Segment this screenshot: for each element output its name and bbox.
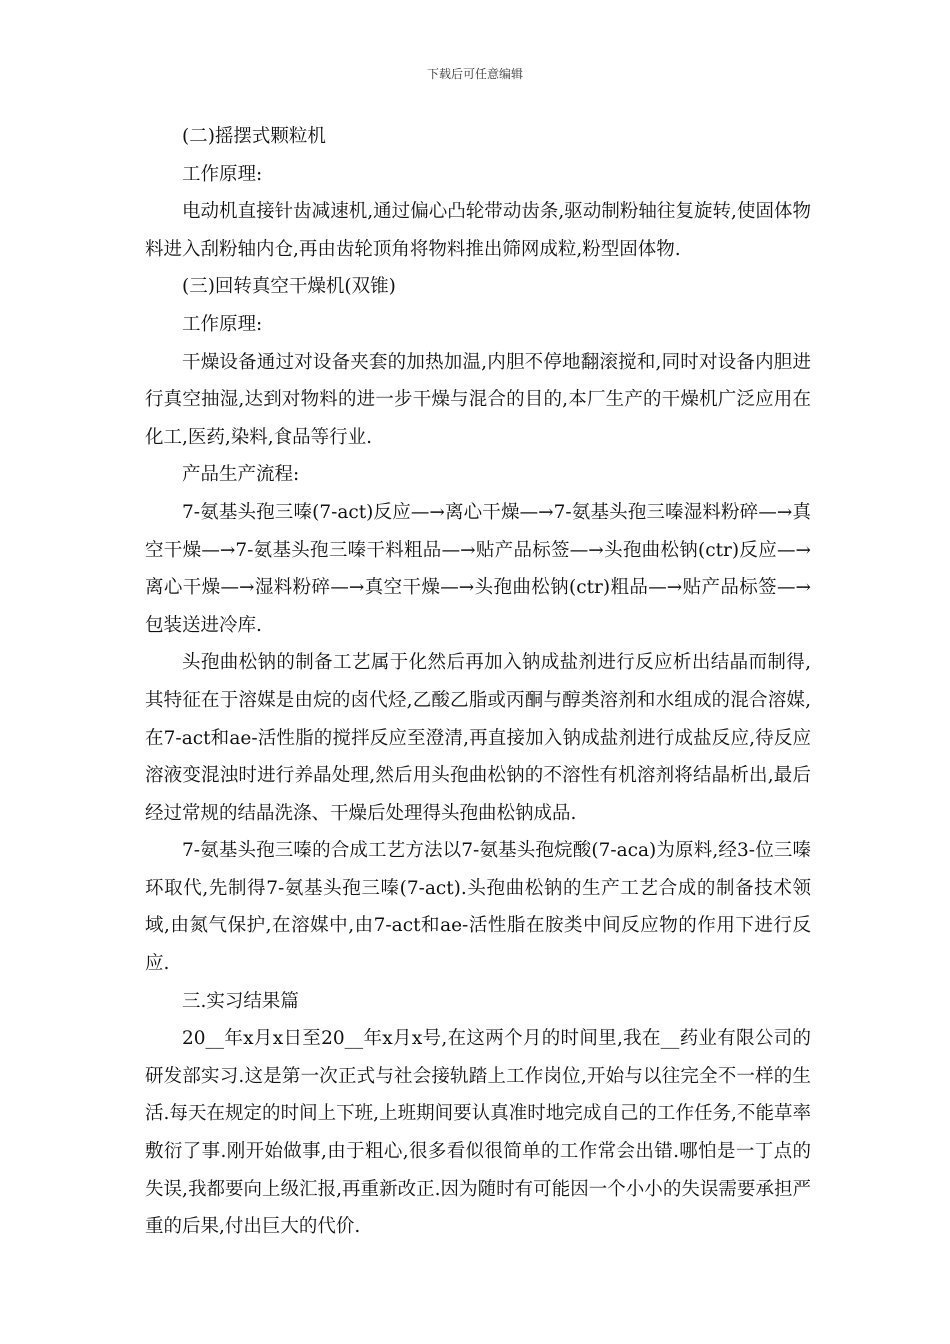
production-flow-label: 产品生产流程: bbox=[182, 464, 300, 486]
section-heading-dryer: (三)回转真空干燥机(双锥) bbox=[182, 276, 396, 298]
working-principle-label: 工作原理: bbox=[182, 313, 263, 335]
paragraph-dryer-principle: 干燥设备通过对设备夹套的加热加温,内胆不停地翻滚搅和,同时对设备内胆进行真空抽湿,达到对物料的进一步干燥与混合的目的,本厂生产的干燥机广泛应用在化工,医药,染料,食品等行业. bbox=[145, 351, 811, 448]
paragraph-synthesis-method: 7-氨基头孢三嗪的合成工艺方法以7-氨基头孢烷酸(7-aca)为原料,经3-位三嗪环取代,先制得7-氨基头孢三嗪(7-act).头孢曲松钠的生产工艺合成的制备技术领域,由氮气保护,在溶媒中,由7-act和ae-活性脂在胺类中间反应物的作用下进行反应. bbox=[145, 840, 811, 975]
paragraph-internship-summary: 20__年x月x日至20__年x月x号,在这两个月的时间里,我在__药业有限公司的研发部实习.这是第一次正式与社会接轨踏上工作岗位,开始与以往完全不一样的生活.每天在规定的时间上下班,上班期间要认真准时地完成自己的工作任务,不能草率敷衍了事.刚开始做事,由于粗心,很多看似很简单的工作常会出错.哪怕是一丁点的失误,我都要向上级汇报,再重新改正.因为随时有可能因一个小小的失误需要承担严重的后果,付出巨大的代价. bbox=[145, 1028, 811, 1238]
paragraph-preparation-process: 头孢曲松钠的制备工艺属于化然后再加入钠成盐剂进行反应析出结晶而制得,其特征在于溶媒是由烷的卤代烃,乙酸乙脂或丙酮与醇类溶剂和水组成的混合溶媒,在7-act和ae-活性脂的搅拌反应至澄清,再直接加入钠成盐剂进行成盐反应,待反应溶液变混浊时进行养晶处理,然后用头孢曲松钠的不溶性有机溶剂将结晶析出,最后经过常规的结晶洗涤、干燥后处理得头孢曲松钠成品. bbox=[145, 652, 811, 824]
paragraph-granulator-principle: 电动机直接针齿减速机,通过偏心凸轮带动齿条,驱动制粉轴往复旋转,使固体物料进入刮粉轴内仓,再由齿轮顶角将物料推出筛网成粒,粉型固体物. bbox=[145, 201, 811, 260]
section-heading-granulator: (二)摇摆式颗粒机 bbox=[182, 126, 326, 147]
working-principle-label: 工作原理: bbox=[182, 163, 263, 185]
page-header: 下载后可任意编辑 bbox=[426, 67, 523, 81]
paragraph-production-flow: 7-氨基头孢三嗪(7-act)反应—→离心干燥—→7-氨基头孢三嗪湿料粉碎—→真空干燥—→7-氨基头孢三嗪干料粗品—→贴产品标签—→头孢曲松钠(ctr)反应—→离心干燥—→湿料粉碎—→真空干燥—→头孢曲松钠(ctr)粗品—→贴产品标签—→包装送进冷库. bbox=[145, 501, 811, 636]
document-body bbox=[145, 118, 811, 1246]
section-heading-internship-results: 三.实习结果篇 bbox=[182, 990, 299, 1012]
